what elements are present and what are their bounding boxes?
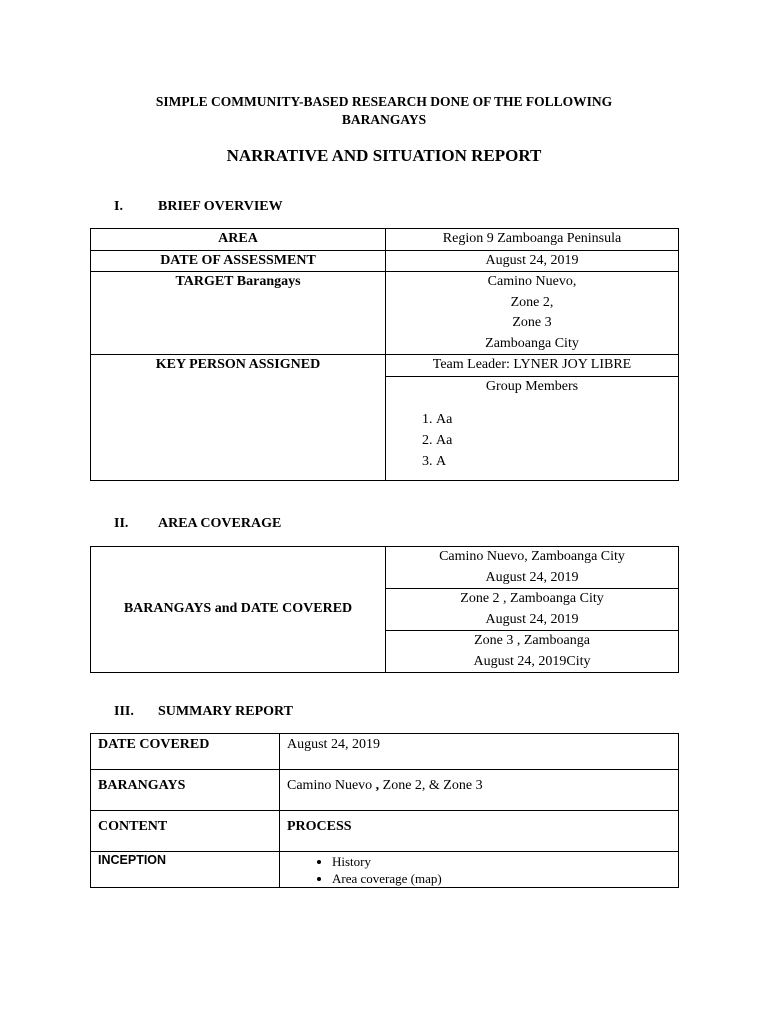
coverage-date: August 24, 2019 (485, 611, 579, 627)
date-covered-value: August 24, 2019 (280, 734, 679, 770)
list-item: • Area coverage (map) (332, 870, 671, 887)
table-row (91, 852, 679, 888)
target-barangays-label: TARGET Barangays (91, 272, 386, 355)
table-row (91, 811, 679, 852)
area-value: Region 9 Zamboanga Peninsula (386, 229, 679, 251)
list-item: 1. Aa (436, 409, 678, 430)
barangays-part: Camino Nuevo (287, 778, 376, 793)
list-item: 3. A (436, 451, 678, 472)
coverage-entry (386, 547, 679, 589)
section-title: SUMMARY REPORT (158, 704, 293, 719)
document-title-line2: BARANGAYS (341, 112, 427, 127)
table-row (91, 250, 679, 272)
section-title: AREA COVERAGE (158, 516, 282, 531)
table-row (91, 355, 679, 377)
group-members-label: Group Members (485, 378, 579, 394)
target-barangays-value (386, 272, 679, 355)
team-leader: Team Leader: LYNER JOY LIBRE (386, 355, 679, 377)
coverage-date: August 24, 2019City (473, 653, 591, 669)
inception-items-cell (280, 852, 679, 888)
content-label: CONTENT (91, 811, 280, 852)
coverage-place: Zone 3 , Zamboanga (474, 633, 590, 648)
group-members-cell (386, 376, 679, 481)
list-item: • History (332, 853, 671, 870)
key-person-label: KEY PERSON ASSIGNED (91, 355, 386, 481)
barangays-label: BARANGAYS (91, 770, 280, 811)
table-row (91, 734, 679, 770)
section-number: II. (114, 516, 129, 531)
barangays-value (280, 770, 679, 811)
document-title-line1: SIMPLE COMMUNITY-BASED RESEARCH DONE OF THE FOLLOWING (155, 94, 613, 109)
coverage-place: Zone 2 , Zamboanga City (460, 591, 604, 606)
date-of-assessment-value: August 24, 2019 (386, 250, 679, 272)
summary-report-table (90, 733, 679, 888)
inception-list (287, 853, 671, 887)
inception-label: INCEPTION (91, 852, 280, 888)
target-line: Zone 3 (512, 315, 552, 330)
target-line: Zone 2, (510, 294, 554, 310)
barangays-date-label: BARANGAYS and DATE COVERED (91, 547, 386, 673)
coverage-place: Camino Nuevo, Zamboanga City (439, 549, 625, 564)
brief-overview-table (90, 228, 679, 481)
process-label: PROCESS (280, 811, 679, 852)
section-number: III. (114, 704, 134, 719)
table-row (91, 272, 679, 355)
document-subtitle: NARRATIVE AND SITUATION REPORT (226, 146, 542, 165)
section-number: I. (114, 199, 123, 214)
coverage-entry (386, 589, 679, 631)
area-label: AREA (91, 229, 386, 251)
table-row (91, 229, 679, 251)
coverage-entry (386, 631, 679, 673)
target-line: Camino Nuevo, (487, 274, 577, 289)
barangays-part: Zone 2, & Zone 3 (379, 778, 483, 793)
section-title: BRIEF OVERVIEW (158, 199, 283, 214)
barangays-comma: , (375, 778, 380, 793)
list-item: 2. Aa (436, 430, 678, 451)
coverage-date: August 24, 2019 (485, 569, 579, 585)
date-covered-label: DATE COVERED (91, 734, 280, 770)
date-of-assessment-label: DATE OF ASSESSMENT (91, 250, 386, 272)
area-coverage-table (90, 546, 679, 673)
target-line: Zamboanga City (485, 335, 579, 351)
table-row (91, 770, 679, 811)
table-row (91, 547, 679, 589)
document-title (90, 93, 678, 129)
members-list (386, 409, 678, 472)
